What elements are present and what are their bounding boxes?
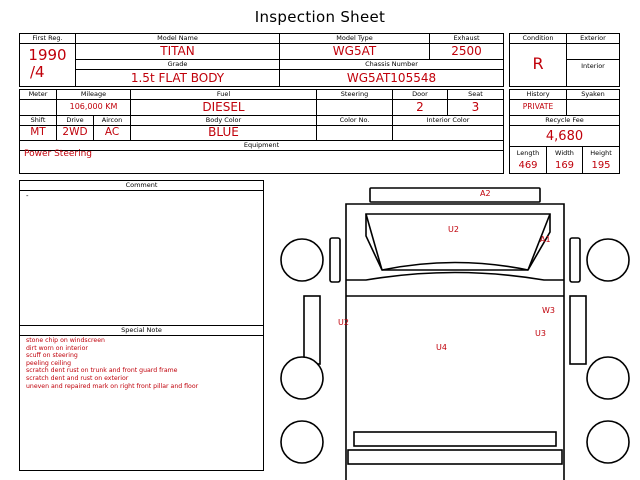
mileage-cell: [56, 89, 131, 116]
drive-cell: [56, 115, 94, 141]
special-note-item: scratch dent rust on trunk and front guard frame: [26, 367, 178, 375]
special-note-label: Special Note: [20, 326, 263, 336]
left-mirror-outline: [330, 238, 340, 282]
cab-rear-line: [346, 273, 564, 281]
recycle-fee-value: 4,680: [545, 129, 584, 144]
steering-label: Steering: [317, 90, 392, 100]
fuel-value: DIESEL: [202, 100, 245, 114]
chassis-number-cell: [279, 59, 504, 87]
drive-label: Drive: [57, 116, 93, 126]
steering-cell: [316, 89, 393, 116]
exterior-cell: [566, 33, 620, 60]
meter-label: Meter: [20, 90, 56, 100]
front-right-wheel: [587, 239, 629, 281]
damage-mark-a1: A1: [540, 235, 551, 244]
model-name-value: TITAN: [160, 44, 195, 58]
rear-bumper-outline: [354, 432, 556, 446]
recycle-fee-label: Recycle Fee: [510, 116, 619, 126]
right-bed-panel-outline: [570, 296, 586, 364]
special-note-item: peeling ceiling: [26, 359, 72, 367]
aircon-value: AC: [104, 126, 120, 138]
special-note-item: scratch dent and rust on exterior: [26, 374, 129, 382]
cab-outline: [366, 214, 550, 270]
front-bumper-outline: [370, 188, 540, 202]
grade-value: 1.5t FLAT BODY: [130, 71, 225, 85]
rear-right-wheel-2: [587, 421, 629, 463]
special-note-list: [26, 337, 261, 390]
door-label: Door: [393, 90, 447, 100]
shift-value: MT: [30, 126, 46, 138]
rear-left-wheel-2: [281, 421, 323, 463]
special-note-item: uneven and repaired mark on right front pillar and floor: [26, 382, 199, 390]
shift-label: Shift: [20, 116, 56, 126]
fuel-cell: [130, 89, 317, 116]
interior-label: Interior: [581, 62, 605, 70]
damage-mark-u4: U4: [436, 343, 447, 352]
right-mirror-outline: [570, 238, 580, 282]
damage-mark-u2-left: U2: [338, 318, 349, 327]
special-note-box: [19, 325, 264, 471]
special-note-item: scuff on steering: [26, 352, 78, 360]
first-reg-label: First Reg.: [20, 34, 75, 44]
exhaust-label: Exhaust: [430, 34, 503, 44]
seat-label: Seat: [448, 90, 503, 100]
equipment-cell: [19, 140, 504, 174]
mileage-label: Mileage: [57, 90, 130, 100]
length-label: Length: [516, 149, 540, 157]
height-value: 195: [591, 160, 611, 171]
body-color-label: Body Color: [131, 116, 316, 126]
length-value: 469: [518, 160, 538, 171]
vehicle-diagram: [270, 180, 640, 480]
fuel-label: Fuel: [131, 90, 316, 100]
equipment-value: Power Steering: [24, 149, 93, 159]
rear-step-outline: [348, 450, 562, 464]
model-name-label: Model Name: [76, 34, 279, 44]
drive-value: 2WD: [62, 126, 88, 138]
height-label: Height: [590, 149, 612, 157]
width-cell: [546, 146, 583, 174]
width-value: 169: [554, 160, 575, 171]
comment-box: [19, 180, 264, 326]
length-cell: [509, 146, 547, 174]
exhaust-cell: [429, 33, 504, 60]
damage-mark-w3: W3: [542, 306, 555, 315]
first-reg-month: /4: [30, 63, 45, 81]
windscreen-arc: [382, 263, 528, 271]
syaken-cell: [566, 89, 620, 116]
model-type-label: Model Type: [280, 34, 429, 44]
history-value: PRIVATE: [522, 102, 554, 111]
page-title: Inspection Sheet: [254, 8, 386, 26]
chassis-number-label: Chassis Number: [280, 60, 503, 70]
rear-right-wheel: [587, 357, 629, 399]
left-bed-panel-outline: [304, 296, 320, 364]
comment-label: Comment: [20, 181, 263, 191]
grade-label: Grade: [76, 60, 279, 70]
aircon-cell: [93, 115, 131, 141]
color-no-cell: [316, 115, 393, 141]
color-no-label: Color No.: [317, 116, 392, 126]
history-label: History: [510, 90, 566, 100]
equipment-label: Equipment: [20, 141, 503, 151]
condition-value: R: [532, 54, 544, 73]
height-cell: [582, 146, 620, 174]
condition-label: Condition: [510, 34, 566, 44]
syaken-label: Syaken: [567, 90, 619, 100]
grade-cell: [75, 59, 280, 87]
front-left-wheel: [281, 239, 323, 281]
shift-cell: [19, 115, 57, 141]
interior-cell: [566, 59, 620, 87]
history-cell: [509, 89, 567, 116]
width-label: Width: [555, 149, 574, 157]
exterior-label: Exterior: [567, 34, 619, 44]
model-type-value: WG5AT: [332, 44, 377, 58]
mileage-value: 106,000 KM: [69, 102, 118, 111]
body-color-cell: [130, 115, 317, 141]
aircon-label: Aircon: [94, 116, 130, 126]
first-reg-cell: [19, 33, 76, 87]
special-note-item: dirt worn on interior: [26, 344, 88, 352]
seat-value: 3: [471, 100, 480, 114]
rear-left-wheel: [281, 357, 323, 399]
damage-mark-a2: A2: [480, 189, 491, 198]
model-type-cell: [279, 33, 430, 60]
comment-value: -: [26, 192, 29, 200]
damage-mark-u2-top: U2: [448, 225, 459, 234]
recycle-fee-cell: [509, 115, 620, 147]
door-cell: [392, 89, 448, 116]
model-name-cell: [75, 33, 280, 60]
special-note-item: stone chip on windscreen: [26, 337, 105, 344]
interior-color-label: Interior Color: [393, 116, 503, 126]
door-value: 2: [416, 100, 424, 114]
exhaust-value: 2500: [451, 44, 482, 58]
body-outline: [346, 204, 564, 480]
body-color-value: BLUE: [208, 125, 239, 139]
interior-color-cell: [392, 115, 504, 141]
meter-cell: [19, 89, 57, 116]
condition-cell: [509, 33, 567, 87]
damage-mark-u3: U3: [535, 329, 546, 338]
first-reg-year: 1990: [28, 46, 67, 64]
chassis-number-value: WG5AT105548: [346, 71, 437, 85]
seat-cell: [447, 89, 504, 116]
